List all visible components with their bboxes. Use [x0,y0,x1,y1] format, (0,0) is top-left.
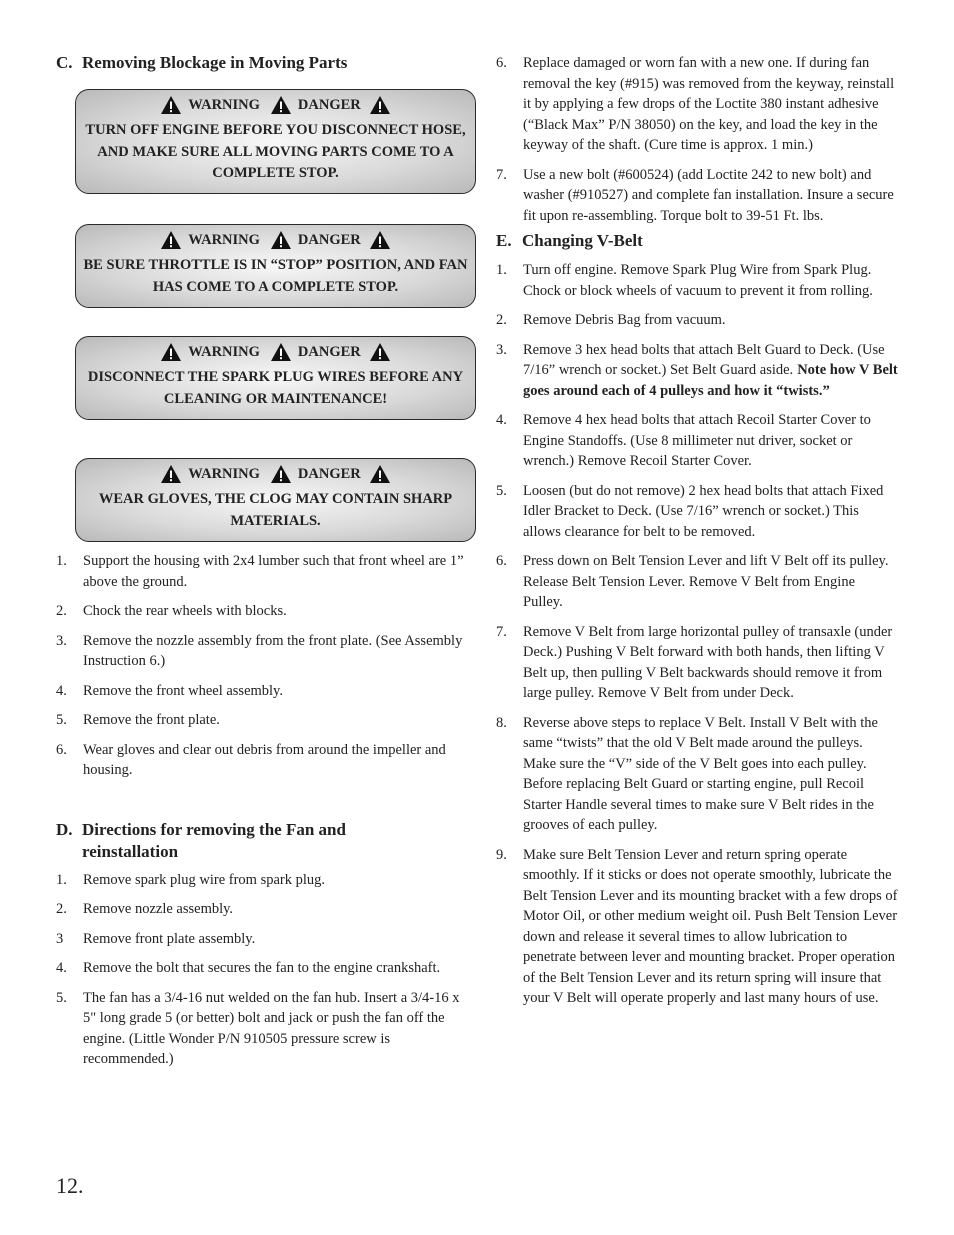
step-number: 6. [496,553,507,569]
section-d-steps-continued [496,53,898,226]
list-item [496,845,898,1009]
step-text: Remove the front wheel assembly. [83,682,283,699]
list-item [496,622,898,704]
list-item [496,551,898,613]
list-item [56,681,476,702]
warning-box [75,458,476,542]
list-item [56,870,476,891]
step-number: 6. [496,55,507,71]
warning-label: WARNING [188,343,260,360]
step-number: 9. [496,846,507,863]
left-column [56,52,476,1070]
step-text: Replace damaged or worn fan with a new one. If during fan removal the key (#915) was removed from the keyway, reinstall it by applying a few drops of the Loctite 380 instant adhesive (“Black Max” P/N 38050) on the key, and load the key in the keyway of the shaft. (Cure time is approx. 1 min.) [523,55,895,153]
step-number: 5. [56,989,67,1006]
step-text: Support the housing with 2x4 lumber such that front wheel are 1” above the ground. [83,553,464,590]
warning-triangle-icon [160,342,182,362]
step-number: 2. [56,901,67,917]
list-item [496,713,898,836]
warning-boxes [56,89,476,542]
warning-triangle-icon [270,95,292,115]
warning-label: WARNING [188,231,260,248]
right-column [496,53,898,1009]
list-item [496,260,898,301]
section-e-steps [496,260,898,1009]
step-number: 3. [56,632,67,649]
step-text: Make sure Belt Tension Lever and return spring operate smoothly. If it sticks or does not operate smoothly, lubricate the Belt Tension Lever and its mounting bracket with a few drops of Motor Oil, or other medium weight oil. Push Belt Tension Lever down and release it several times to allow lubrication to penetrate between lever and mounting bracket. Proper operation of the Belt Tension Lever and its return spring will insure that your V Belt will operate properly and last many hours of use. [523,846,898,1006]
step-number: 7. [496,623,507,640]
list-item [496,53,898,156]
step-number: 1. [56,871,67,888]
danger-label: DANGER [297,465,361,482]
step-text: Reverse above steps to replace V Belt. Install V Belt with the same “twists” that the old V Belt made around the pulleys. Make sure the “V” side of the V Belt goes into each pulley. Before replacing Belt Guard or starting engine, pull Recoil Starter Handle several times to make sure V Belt rides in the grooves of each pulley. [523,714,878,833]
step-number: 1. [56,553,67,569]
step-number: 4. [496,412,507,428]
step-text: Remove spark plug wire from spark plug. [83,871,326,888]
list-item [56,958,476,979]
warning-box [75,336,476,420]
warning-header [76,341,475,363]
step-number: 5. [56,712,67,728]
step-text: Turn off engine. Remove Spark Plug Wire from Spark Plug. Chock or block wheels of vacuum to prevent it from rolling. [523,262,873,299]
warning-text: TURN OFF ENGINE BEFORE YOU DISCONNECT HOSE, AND MAKE SURE ALL MOVING PARTS COME TO A COMPLETE STOP. [85,122,466,181]
step-text: Chock the rear wheels with blocks. [83,603,287,619]
warning-triangle-icon [270,464,292,484]
list-item [496,165,898,227]
danger-label: DANGER [297,231,361,248]
list-item [56,551,476,592]
section-c-steps [56,551,476,781]
warning-triangle-icon [270,342,292,362]
step-text: Remove Debris Bag from vacuum. [523,312,726,328]
warning-triangle-icon [369,230,391,250]
warning-header [76,463,475,485]
section-e-heading: E. Changing V-Belt [496,231,643,250]
step-number: 3. [496,341,507,358]
list-item [56,929,476,950]
warning-label: WARNING [188,96,260,113]
step-number: 3 [56,930,64,947]
list-item [56,899,476,920]
warning-triangle-icon [160,464,182,484]
step-number: 4. [56,960,67,976]
warning-text: DISCONNECT THE SPARK PLUG WIRES BEFORE ANY CLEANING OR MAINTENANCE! [87,369,464,407]
section-d-heading: D. Directions for removing the Fan and reinstallation [56,819,346,861]
warning-text: BE SURE THROTTLE IS IN “STOP” POSITION, AND FAN HAS COME TO A COMPLETE STOP. [83,257,468,295]
step-number: 6. [56,741,67,758]
step-text: Loosen (but do not remove) 2 hex head bolts that attach Fixed Idler Bracket to Deck. (Use 7/16” wrench or socket.) This allows clearance for belt to be removed. [523,482,884,540]
warning-triangle-icon [369,95,391,115]
list-item [56,988,476,1070]
step-number: 8. [496,714,507,731]
step-text: Remove front plate assembly. [83,930,256,947]
danger-label: DANGER [297,343,361,360]
step-text: The fan has a 3/4-16 nut welded on the fan hub. Insert a 3/4-16 x 5" long grade 5 (or better) bolt and jack or push the fan off the engine. (Little Wonder P/N 910505 pressure screw is recommended.) [83,989,460,1067]
step-number: 5. [496,482,507,499]
step-text: Remove nozzle assembly. [83,901,234,917]
warning-box [75,224,476,308]
warning-label: WARNING [188,465,260,482]
step-number: 1. [496,262,507,278]
warning-header [76,94,475,116]
list-item [56,631,476,672]
section-d-steps [56,870,476,1070]
warning-triangle-icon [160,230,182,250]
step-text: Remove the nozzle assembly from the front plate. (See Assembly Instruction 6.) [83,632,463,669]
step-number: 4. [56,682,67,699]
list-item [496,410,898,472]
step-number: 7. [496,166,507,183]
warning-triangle-icon [160,95,182,115]
warning-text: WEAR GLOVES, THE CLOG MAY CONTAIN SHARP MATERIALS. [98,491,453,529]
step-text: Press down on Belt Tension Lever and lift V Belt off its pulley. Release Belt Tension Lever. Remove V Belt from Engine Pulley. [523,553,889,610]
list-item [496,340,898,402]
step-text: Use a new bolt (#600524) (add Loctite 242 to new bolt) and washer (#910527) and complete fan installation. Insure a secure fit upon re-assembling. Torque bolt to 39-51 Ft. lbs. [523,166,894,224]
warning-header [76,229,475,251]
warning-box [75,89,476,194]
list-item [56,740,476,781]
list-item [496,310,898,331]
list-item [56,601,476,622]
step-number: 2. [56,603,67,619]
step-note: Note how V Belt goes around each of 4 pulleys and how it “twists.” [523,362,898,399]
section-c-heading: C. Removing Blockage in Moving Parts [56,53,348,72]
step-text: Remove 3 hex head bolts that attach Belt Guard to Deck. (Use 7/16” wrench or socket.) Set Belt Guard aside. Note how V Belt goes around each of 4 pulleys and how it “twists.” [523,341,898,399]
list-item [496,481,898,543]
step-number: 2. [496,312,507,328]
page-number: 12. [56,1173,84,1198]
danger-label: DANGER [297,96,361,113]
step-text: Remove 4 hex head bolts that attach Recoil Starter Cover to Engine Standoffs. (Use 8 millimeter nut driver, socket or wrench.) Remove Recoil Starter Cover. [523,412,871,469]
warning-triangle-icon [369,464,391,484]
step-text: Wear gloves and clear out debris from around the impeller and housing. [83,741,446,778]
step-text: Remove the bolt that secures the fan to the engine crankshaft. [83,960,441,976]
step-text: Remove the front plate. [83,712,220,728]
warning-triangle-icon [270,230,292,250]
warning-triangle-icon [369,342,391,362]
step-text: Remove V Belt from large horizontal pulley of transaxle (under Deck.) Pushing V Belt forward with both hands, then lifting V Belt up, then pulling V Belt backwards should remove it from large pulley. Remove V Belt from under Deck. [523,623,893,701]
list-item [56,710,476,731]
